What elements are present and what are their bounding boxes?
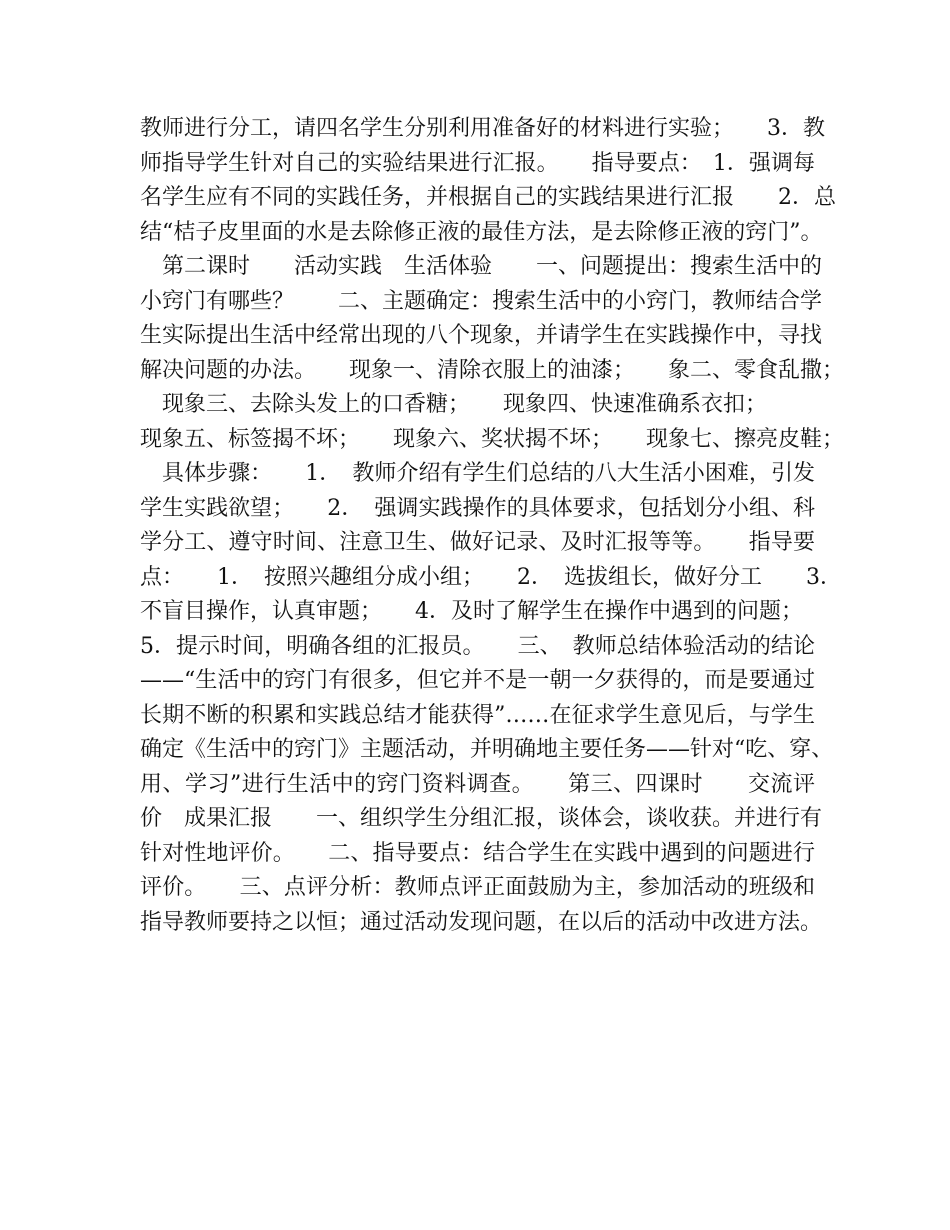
- text-line: 5．提示时间，明确各组的汇报员。 三、 教师总结体验活动的结论: [140, 633, 815, 659]
- text-line: 解决问题的办法。 现象一、清除衣服上的油漆； 象二、零食乱撒；: [140, 357, 845, 383]
- text-line: 师指导学生针对自己的实验结果进行汇报。 指导要点： 1．强调每: [140, 150, 815, 176]
- text-line: 生实际提出生活中经常出现的八个现象，并请学生在实践操作中，寻找: [140, 323, 823, 348]
- text-line: 不盲目操作，认真审题； 4．及时了解学生在操作中遇到的问题；: [140, 599, 803, 624]
- text-line: 评价。 三、点评分析：教师点评正面鼓励为主，参加活动的班级和: [140, 875, 815, 900]
- text-line: 确定《生活中的窍门》主题活动，并明确地主要任务——针对“吃、穿、: [140, 737, 834, 762]
- text-line: 名学生应有不同的实践任务，并根据自己的实践结果进行汇报 2．总: [140, 185, 836, 210]
- text-line: 用、学习”进行生活中的窍门资料调查。 第三、四课时 交流评: [140, 771, 815, 797]
- text-line: 具体步骤： 1． 教师介绍有学生们总结的八大生活小困难，引发: [140, 461, 815, 486]
- text-line: 指导教师要持之以恒；通过活动发现问题，在以后的活动中改进方法。: [140, 909, 823, 935]
- text-line: 价 成果汇报 一、组织学生分组汇报，谈体会，谈收获。并进行有: [140, 806, 823, 831]
- text-line: 教师进行分工，请四名学生分别利用准备好的材料进行实验； 3．教: [140, 116, 825, 141]
- text-line: 学分工、遵守时间、注意卫生、做好记录、及时汇报等等。 指导要: [140, 530, 815, 555]
- text-line: 现象三、去除头发上的口香糖； 现象四、快速准确系衣扣；: [140, 392, 768, 417]
- body-text: [140, 112, 845, 940]
- text-line: 结“桔子皮里面的水是去除修正液的最佳方法，是去除修正液的窍门”。: [140, 219, 823, 245]
- text-line: 学生实践欲望； 2． 强调实践操作的具体要求，包括划分小组、科: [140, 495, 815, 521]
- text-line: 第二课时 活动实践 生活体验 一、问题提出：搜索生活中的: [140, 254, 823, 279]
- text-line: ——“生活中的窍门有很多，但它并不是一朝一夕获得的，而是要通过: [140, 668, 815, 693]
- text-line: 长期不断的积累和实践总结才能获得”……在征求学生意见后，与学生: [140, 702, 815, 728]
- text-line: 现象五、标签揭不坏； 现象六、奖状揭不坏； 现象七、擦亮皮鞋；: [140, 426, 845, 452]
- text-line: 针对性地评价。 二、指导要点：结合学生在实践中遇到的问题进行: [140, 840, 815, 866]
- text-line: 小窍门有哪些？ 二、主题确定：搜索生活中的小窍门，教师结合学: [140, 288, 823, 314]
- text-line: 点： 1． 按照兴趣组分成小组； 2． 选拔组长，做好分工 3．: [140, 564, 842, 590]
